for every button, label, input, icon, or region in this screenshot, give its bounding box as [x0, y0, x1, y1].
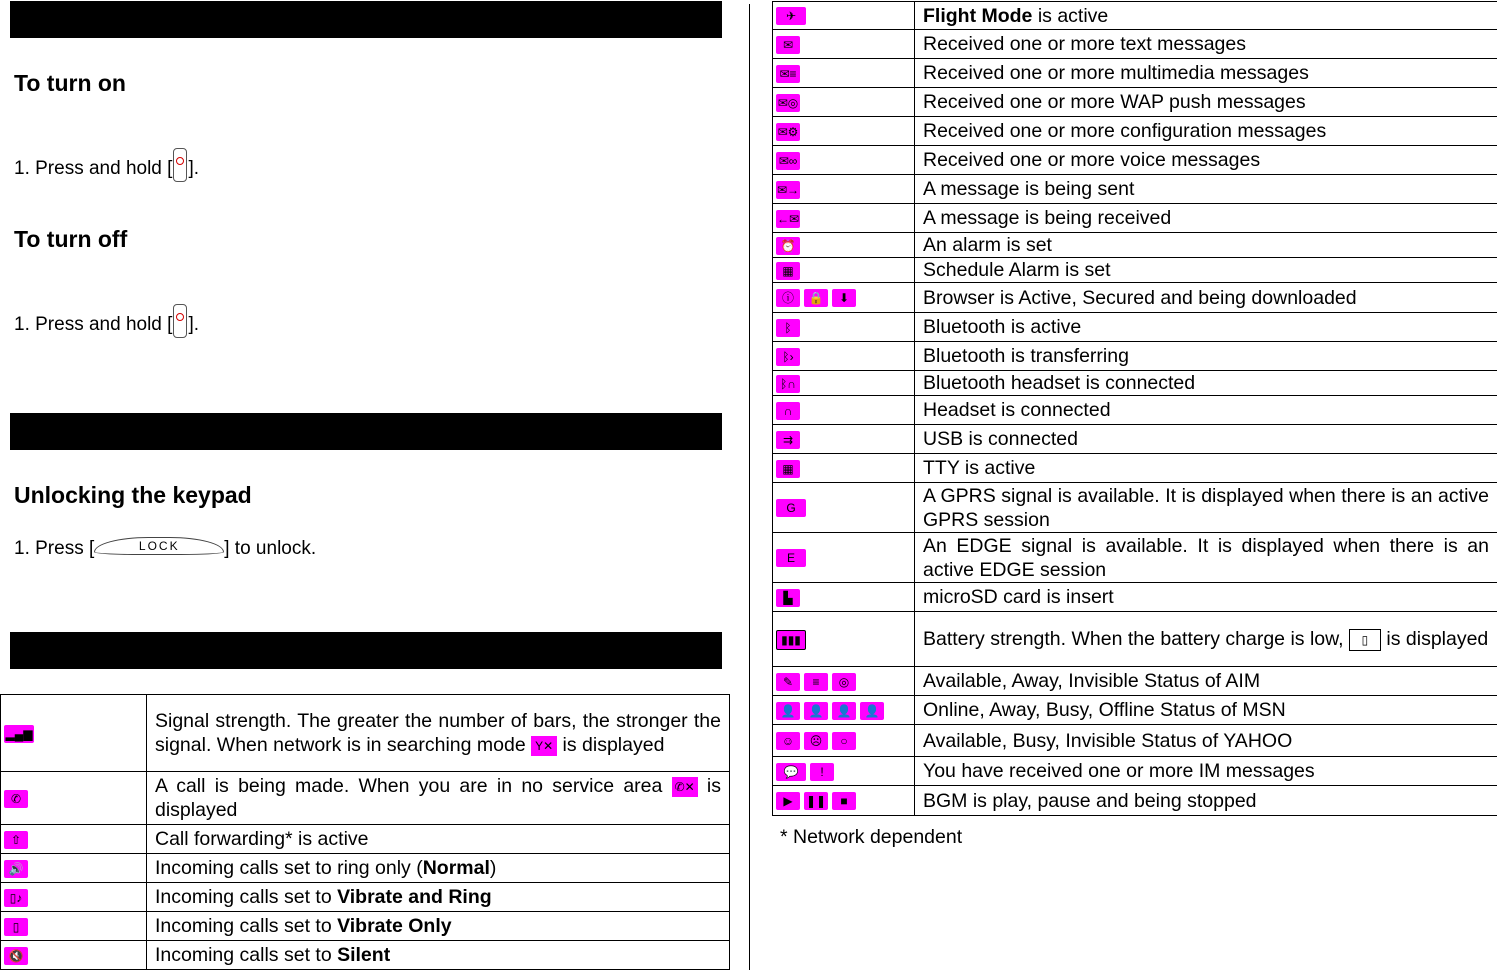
lock-key-icon: LOCK — [94, 537, 224, 555]
power-key-icon — [173, 148, 187, 182]
power-key-icon — [173, 304, 187, 338]
signal-searching-icon: Y✕ — [531, 736, 557, 756]
edge-icon: E — [776, 549, 806, 567]
bluetooth-icon: ᛒ — [776, 319, 800, 337]
flight-mode-icon: ✈ — [776, 7, 806, 25]
battery-low-icon: ▯ — [1349, 629, 1381, 651]
table-row: ⓘ 🔒 ⬇ Browser is Active, Secured and being downloaded — [773, 283, 1497, 313]
silent-icon: 🔇 — [4, 947, 28, 965]
bgm-play-icon: ▶ — [776, 792, 800, 810]
table-row: ✉⚙ Received one or more configuration messages — [773, 117, 1497, 146]
browser-download-icon: ⬇ — [832, 289, 856, 307]
table-row: 🔇 Incoming calls set to Silent — [1, 941, 730, 970]
table-row: ᛒ∩ Bluetooth headset is connected — [773, 371, 1497, 396]
bgm-pause-icon: ❚❚ — [805, 794, 827, 809]
table-row: ᛒ Bluetooth is active — [773, 313, 1497, 342]
call-forwarding-icon: ⇧ — [4, 831, 28, 849]
signal-strength-icon: ▂▄▆ — [5, 726, 33, 741]
turn-off-step: 1. Press and hold [ ]. — [14, 308, 199, 342]
table-row: ▂▄▆ Signal strength. The greater the number of bars, the stronger the signal. When network is in searching mode Y✕ is displayed — [1, 695, 730, 772]
table-row: 👤 👤 👤 👤 Online, Away, Busy, Offline Status of MSN — [773, 696, 1497, 725]
aim-available-icon: ✎ — [776, 673, 800, 691]
turn-on-step: 1. Press and hold [ ]. — [14, 152, 199, 186]
table-row: ✉∞ Received one or more voice messages — [773, 146, 1497, 175]
table-row: ✈ Flight Mode is active — [773, 2, 1497, 30]
table-row: ✉◎ Received one or more WAP push messages — [773, 88, 1497, 117]
status-icons-table-right — [772, 1, 1497, 816]
table-row: ✉→ A message is being sent — [773, 175, 1497, 204]
table-row: ▙ microSD card is insert — [773, 583, 1497, 612]
headset-icon: ∩ — [776, 402, 800, 420]
table-row: ⏰ An alarm is set — [773, 233, 1497, 258]
vibrate-only-icon: ▯ — [4, 918, 28, 936]
footnote: * Network dependent — [780, 826, 963, 848]
table-row: ∩ Headset is connected — [773, 396, 1497, 425]
tty-icon: ▦ — [776, 460, 800, 478]
browser-secured-icon: 🔒 — [804, 289, 828, 307]
table-row: 💬 ! You have received one or more IM messages — [773, 757, 1497, 786]
yahoo-available-icon: ☺ — [776, 732, 800, 750]
table-row: ⇉ USB is connected — [773, 425, 1497, 454]
multimedia-message-icon: ✉≡ — [776, 65, 800, 83]
unlock-heading: Unlocking the keypad — [14, 482, 252, 508]
bluetooth-transfer-icon: ᛒ› — [776, 348, 800, 366]
vibrate-ring-icon: ▯♪ — [4, 889, 28, 907]
table-row: ▦ Schedule Alarm is set — [773, 258, 1497, 283]
table-row: E An EDGE signal is available. It is displayed when there is an active EDGE session — [773, 533, 1497, 583]
table-row: ✎ ≡ ◎ Available, Away, Invisible Status of AIM — [773, 667, 1497, 696]
turn-off-heading: To turn off — [14, 226, 128, 252]
table-row: ▮▮▮ Battery strength. When the battery charge is low, ▯ is displayed — [773, 612, 1497, 667]
status-icons-table-left — [0, 694, 730, 970]
turn-on-heading: To turn on — [14, 70, 126, 96]
wap-push-icon: ✉◎ — [777, 95, 799, 110]
table-row: G A GPRS signal is available. It is displayed when there is an active GPRS session — [773, 483, 1497, 533]
table-row: ▦ TTY is active — [773, 454, 1497, 483]
msn-busy-icon: 👤 — [832, 702, 856, 720]
configuration-message-icon: ✉⚙ — [777, 124, 799, 139]
microsd-icon: ▙ — [776, 589, 800, 607]
im-message-icon: 💬 — [776, 763, 806, 781]
voice-message-icon: ✉∞ — [776, 152, 800, 170]
call-icon: ✆ — [4, 790, 28, 808]
table-row: ✉ Received one or more text messages — [773, 30, 1497, 59]
msn-online-icon: 👤 — [776, 702, 800, 720]
table-row: ✉≡ Received one or more multimedia messages — [773, 59, 1497, 88]
unlock-step: 1. Press [ LOCK ] to unlock. — [14, 538, 317, 559]
im-message-alert-icon: ! — [810, 763, 834, 781]
column-divider — [749, 4, 750, 970]
yahoo-busy-icon: ☹ — [804, 732, 828, 750]
table-row: ✆ A call is being made. When you are in no service area ✆✕ is displayed — [1, 772, 730, 825]
section-bar-keypad — [10, 413, 722, 450]
section-bar-icons — [10, 632, 722, 669]
browser-active-icon: ⓘ — [776, 289, 800, 307]
table-row: ☺ ☹ ○ Available, Busy, Invisible Status of YAHOO — [773, 725, 1497, 757]
table-row: ▶ ❚❚ ■ BGM is play, pause and being stopped — [773, 786, 1497, 816]
message-sending-icon: ✉→ — [776, 182, 800, 197]
msn-offline-icon: 👤 — [860, 702, 884, 720]
message-receiving-icon: ←✉ — [776, 211, 800, 226]
table-row: ▯♪ Incoming calls set to Vibrate and Ring — [1, 883, 730, 912]
bluetooth-headset-icon: ᛒ∩ — [776, 375, 800, 393]
gprs-icon: G — [776, 499, 806, 517]
battery-icon: ▮▮▮ — [776, 630, 806, 650]
alarm-icon: ⏰ — [776, 237, 800, 255]
yahoo-invisible-icon: ○ — [832, 732, 856, 750]
msn-away-icon: 👤 — [804, 702, 828, 720]
aim-invisible-icon: ◎ — [832, 673, 856, 691]
schedule-alarm-icon: ▦ — [776, 262, 800, 280]
table-row: ⇧ Call forwarding* is active — [1, 825, 730, 854]
aim-away-icon: ≡ — [804, 673, 828, 691]
no-service-call-icon: ✆✕ — [672, 777, 698, 797]
table-row: 🔊 Incoming calls set to ring only (Normal) — [1, 854, 730, 883]
section-bar-power — [10, 1, 722, 38]
table-row: ᛒ› Bluetooth is transferring — [773, 342, 1497, 371]
ring-icon: 🔊 — [4, 860, 28, 878]
bgm-stop-icon: ■ — [832, 792, 856, 810]
usb-icon: ⇉ — [776, 431, 800, 449]
table-row: ←✉ A message is being received — [773, 204, 1497, 233]
table-row: ▯ Incoming calls set to Vibrate Only — [1, 912, 730, 941]
text-message-icon: ✉ — [776, 36, 800, 54]
